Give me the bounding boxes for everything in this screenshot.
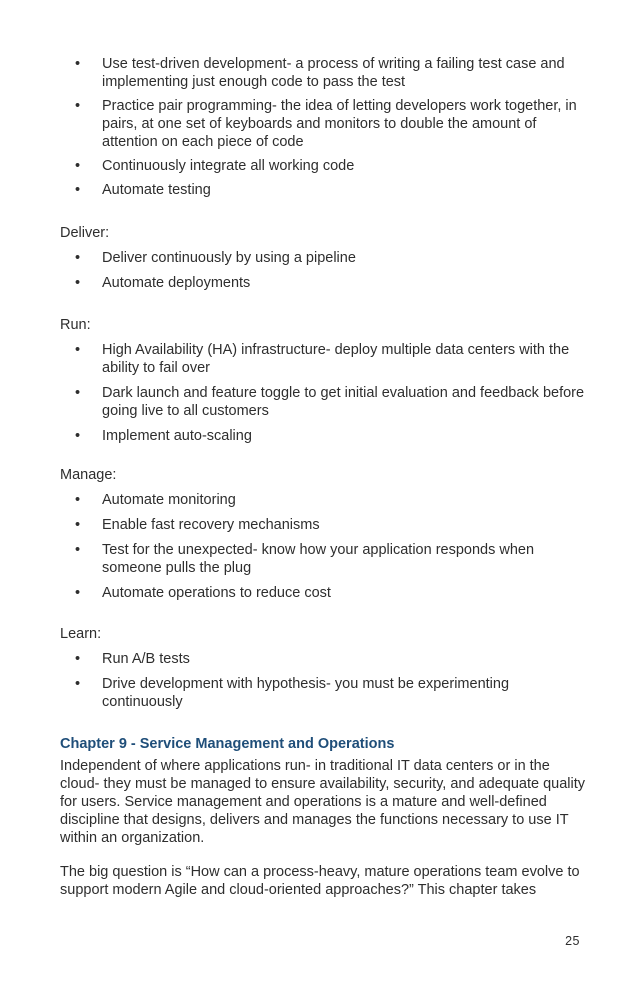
- list-item-text: Continuously integrate all working code: [102, 158, 355, 174]
- list-item-text: Test for the unexpected- know how your application responds when someone pulls the plug: [102, 542, 535, 576]
- list-item: [0, 650, 638, 668]
- bullet-icon: •: [75, 517, 81, 533]
- bullet-icon: •: [75, 492, 81, 508]
- list-item-text: Use test-driven development- a process of writing a failing test case and implementing just enough code to pass the test: [102, 56, 565, 90]
- bullet-icon: •: [75, 98, 81, 114]
- list-item: [0, 584, 638, 602]
- list-item: [0, 427, 638, 445]
- list-item: [0, 491, 638, 509]
- list-item: [0, 157, 638, 175]
- bullet-icon: •: [75, 56, 81, 72]
- list-item-text: High Availability (HA) infrastructure- deploy multiple data centers with the ability to fail over: [102, 342, 570, 376]
- bullet-icon: •: [75, 342, 81, 358]
- list-item-text: Run A/B tests: [102, 651, 190, 667]
- body-paragraph: The big question is “How can a process-heavy, mature operations team evolve to support modern Agile and cloud-oriented approaches?” This chapter takes: [60, 864, 580, 898]
- manage-bullet-list: [0, 491, 638, 609]
- learn-bullet-list: [0, 650, 638, 718]
- list-item-text: Drive development with hypothesis- you must be experimenting continuously: [102, 676, 510, 710]
- list-item: [0, 384, 638, 420]
- bullet-icon: •: [75, 182, 81, 198]
- body-paragraph: Independent of where applications run- in traditional IT data centers or in the cloud- they must be managed to ensure availability, security, and adequate quality for users. Service management and operations is a mature and well-defined discipline that designs, delivers and manages the functions necessary to use IT within an organization.: [60, 758, 585, 846]
- list-item: [0, 55, 638, 91]
- deliver-bullet-list: [0, 249, 638, 299]
- list-item-text: Automate deployments: [102, 275, 251, 291]
- bullet-icon: •: [75, 250, 81, 266]
- list-item: [0, 341, 638, 377]
- bullet-icon: •: [75, 275, 81, 291]
- list-item-text: Automate testing: [102, 182, 211, 198]
- section-label-learn: Learn:: [60, 626, 102, 642]
- list-item-text: Automate monitoring: [102, 492, 236, 508]
- section-label-manage: Manage:: [60, 467, 117, 483]
- practices-bullet-list: [0, 55, 638, 205]
- bullet-icon: •: [75, 158, 81, 174]
- section-label-run: Run:: [60, 317, 91, 333]
- list-item-text: Dark launch and feature toggle to get initial evaluation and feedback before going live to all customers: [102, 385, 585, 419]
- bullet-icon: •: [75, 542, 81, 558]
- list-item-text: Implement auto-scaling: [102, 428, 252, 444]
- bullet-icon: •: [75, 385, 81, 401]
- list-item: [0, 516, 638, 534]
- section-label-deliver: Deliver:: [60, 225, 110, 241]
- chapter-heading: Chapter 9 - Service Management and Operations: [60, 736, 395, 752]
- list-item: [0, 97, 638, 151]
- list-item-text: Enable fast recovery mechanisms: [102, 517, 320, 533]
- bullet-icon: •: [75, 651, 81, 667]
- list-item: [0, 541, 638, 577]
- list-item: [0, 181, 638, 199]
- list-item-text: Automate operations to reduce cost: [102, 585, 331, 601]
- list-item-text: Deliver continuously by using a pipeline: [102, 250, 356, 266]
- list-item: [0, 274, 638, 292]
- list-item: [0, 249, 638, 267]
- list-item-text: Practice pair programming- the idea of letting developers work together, in pairs, at one set of keyboards and monitors to double the amount of attention on each piece of code: [102, 98, 577, 150]
- page-number: 25: [565, 934, 580, 948]
- bullet-icon: •: [75, 585, 81, 601]
- list-item: [0, 675, 638, 711]
- bullet-icon: •: [75, 676, 81, 692]
- run-bullet-list: [0, 341, 638, 452]
- bullet-icon: •: [75, 428, 81, 444]
